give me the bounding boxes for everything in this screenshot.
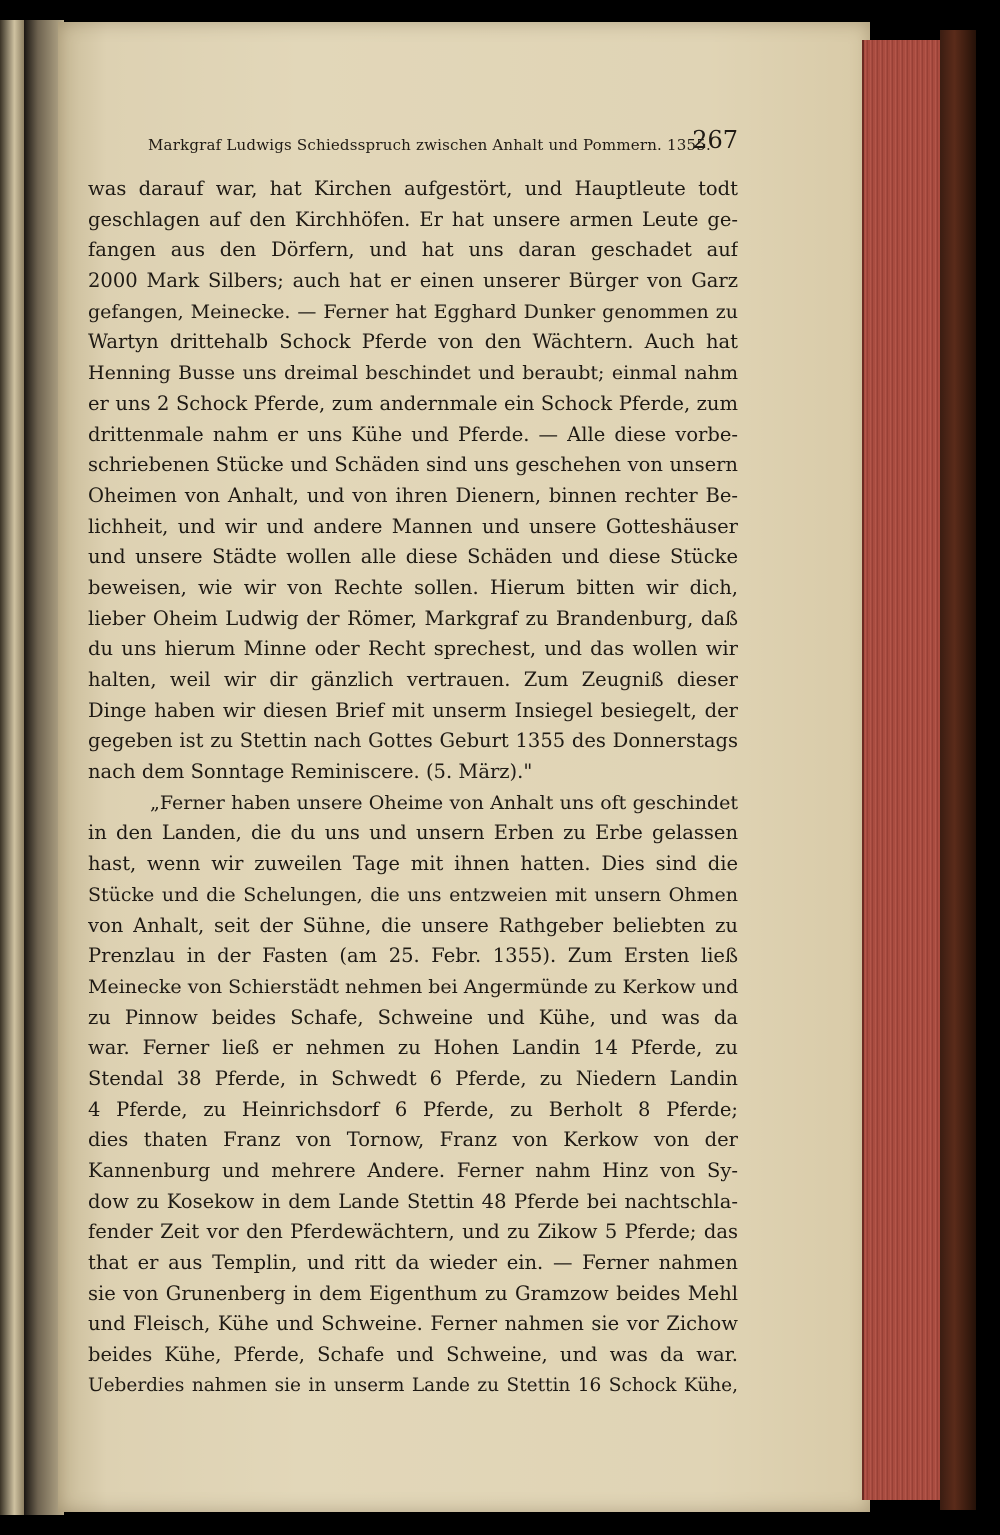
text-line: Stendal 38 Pferde, in Schwedt 6 Pferde, zu Niedern Landin <box>88 1066 738 1090</box>
text-line: lichheit, und wir und andere Mannen und unsere Gotteshäuser <box>88 514 738 538</box>
text-line: sie von Grunenberg in dem Eigenthum zu Gramzow beides Mehl <box>88 1281 738 1305</box>
text-line: zu Pinnow beides Schafe, Schweine und Kühe, und was da <box>88 1005 738 1029</box>
text-line: 4 Pferde, zu Heinrichsdorf 6 Pferde, zu Berholt 8 Pferde; <box>88 1097 738 1121</box>
page-number: 267 <box>692 126 738 154</box>
text-line: gefangen, Meinecke. — Ferner hat Egghard Dunker genommen zu <box>88 300 738 323</box>
text-line: drittenmale nahm er uns Kühe und Pferde. — Alle diese vorbe- <box>88 422 738 446</box>
text-line: Dinge haben wir diesen Brief mit unserm Insiegel besiegelt, der <box>88 698 738 722</box>
text-line: du uns hierum Minne oder Recht sprechest, und das wollen wir <box>88 637 738 661</box>
text-line: Stücke und die Schelungen, die uns entzweien mit unsern Ohmen <box>88 883 738 906</box>
text-line: in den Landen, die du uns und unsern Erben zu Erbe gelassen <box>88 821 738 845</box>
text-line: fangen aus den Dörfern, und hat uns daran geschadet auf <box>88 238 738 262</box>
left-page-edge <box>0 20 24 1515</box>
text-line: that er aus Templin, und ritt da wieder ein. — Ferner nahmen <box>88 1251 738 1275</box>
text-line: nach dem Sonntage Reminiscere. (5. März)." <box>88 760 533 784</box>
text-line: Henning Busse uns dreimal beschindet und beraubt; einmal nahm <box>88 362 738 385</box>
text-line: beides Kühe, Pferde, Schafe und Schweine, und was da war. <box>88 1343 738 1367</box>
text-line: lieber Oheim Ludwig der Römer, Markgraf zu Brandenburg, daß <box>88 606 738 630</box>
text-line: von Anhalt, seit der Sühne, die unsere Rathgeber beliebten zu <box>88 913 738 937</box>
body-text <box>88 174 738 1402</box>
text-line: Prenzlau in der Fasten (am 25. Febr. 1355). Zum Ersten ließ <box>88 944 738 968</box>
text-line: Meinecke von Schierstädt nehmen bei Angermünde zu Kerkow und <box>88 975 738 998</box>
text-line: Kannenburg und mehrere Andere. Ferner nahm Hinz von Sy- <box>88 1159 738 1182</box>
running-head-title: Markgraf Ludwigs Schiedsspruch zwischen Anhalt und Pommern. 1355. <box>148 136 711 154</box>
text-line: dow zu Kosekow in dem Lande Stettin 48 Pferde bei nachtschla- <box>88 1189 738 1213</box>
text-line: „Ferner haben unsere Oheime von Anhalt uns oft geschindet <box>150 791 738 814</box>
text-line: dies thaten Franz von Tornow, Franz von Kerkow von der <box>88 1128 738 1152</box>
text-line: er uns 2 Schock Pferde, zum andernmale ein Schock Pferde, zum <box>88 391 738 415</box>
text-line: fender Zeit vor den Pferdewächtern, und zu Zikow 5 Pferde; das <box>88 1220 738 1244</box>
text-line: gegeben ist zu Stettin nach Gottes Geburt 1355 des Donnerstags <box>88 729 738 753</box>
text-line: halten, weil wir dir gänzlich vertrauen. Zum Zeugniß dieser <box>88 668 738 691</box>
text-line: geschlagen auf den Kirchhöfen. Er hat unsere armen Leute ge- <box>88 207 738 231</box>
text-line: schriebenen Stücke und Schäden sind uns geschehen von unsern <box>88 453 738 477</box>
text-line: hast, wenn wir zuweilen Tage mit ihnen hatten. Dies sind die <box>88 852 738 876</box>
running-head <box>148 126 738 164</box>
text-line: was darauf war, hat Kirchen aufgestört, und Hauptleute todt <box>88 177 738 200</box>
text-line: 2000 Mark Silbers; auch hat er einen unserer Bürger von Garz <box>88 269 738 293</box>
text-line: beweisen, wie wir von Rechte sollen. Hierum bitten wir dich, <box>88 575 738 599</box>
text-line: und unsere Städte wollen alle diese Schäden und diese Stücke <box>88 545 738 569</box>
book-cover-edge <box>940 30 976 1510</box>
text-line: Wartyn drittehalb Schock Pferde von den Wächtern. Auch hat <box>88 330 738 354</box>
text-line: und Fleisch, Kühe und Schweine. Ferner nahmen sie vor Zichow <box>88 1312 738 1336</box>
red-page-edges <box>862 40 948 1500</box>
text-line: war. Ferner ließ er nehmen zu Hohen Landin 14 Pferde, zu <box>88 1036 738 1060</box>
text-line: Oheimen von Anhalt, und von ihren Dienern, binnen rechter Be- <box>88 483 738 507</box>
text-line: Ueberdies nahmen sie in unserm Lande zu Stettin 16 Schock Kühe, <box>88 1374 738 1396</box>
